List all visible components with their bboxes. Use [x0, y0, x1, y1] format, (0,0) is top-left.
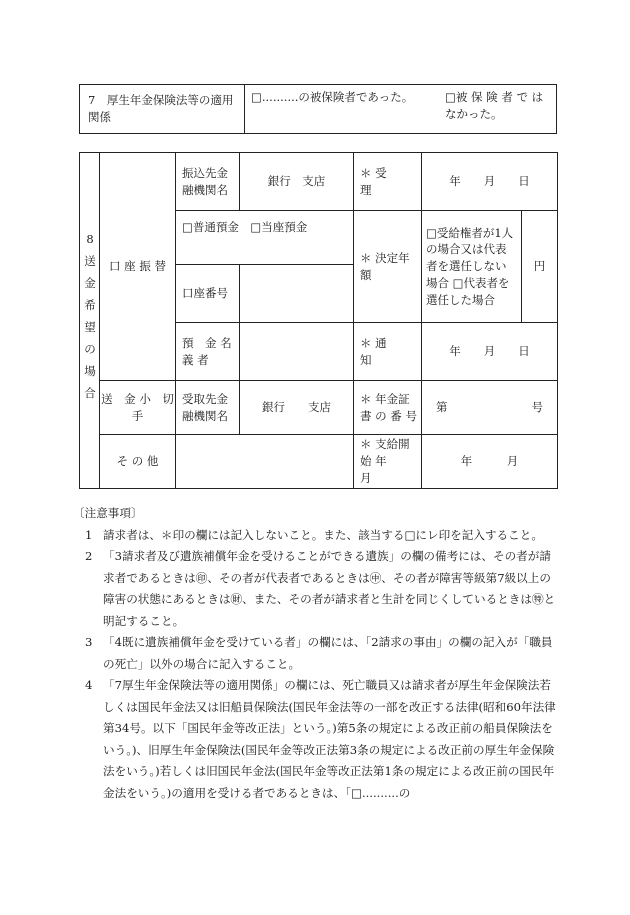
- section8-vertical-title: 8 送金希望の場合: [84, 232, 96, 400]
- account-transfer-label: 口 座 振 替: [100, 153, 176, 381]
- payment-start-date-field[interactable]: 年 月: [422, 435, 558, 489]
- note-number: 4: [85, 678, 93, 692]
- option-not-insured-checkbox[interactable]: □被 保 険 者 で は なかった。: [445, 90, 544, 121]
- depositor-name-field[interactable]: [240, 323, 354, 381]
- beneficiary-options[interactable]: □受給権者が1人の場合又は代表者を選任しない場合 □代表者を選任した場合: [422, 211, 522, 323]
- received-date-field[interactable]: 年 月 日: [422, 153, 558, 211]
- cert-no-suffix: 号: [531, 400, 543, 415]
- option-insured-checkbox[interactable]: □..........の被保険者であった。: [251, 90, 414, 104]
- yen-unit: 円: [522, 211, 558, 323]
- account-number-label: 口座番号: [176, 265, 240, 323]
- notes-heading: 〔注意事項〕: [73, 506, 143, 520]
- remittance-check-label: 送 金 小 切 手: [100, 381, 176, 435]
- receiving-bank-branch-field[interactable]: 銀行 支店: [240, 381, 354, 435]
- section7-label: 7 厚生年金保険法等の適用関係: [80, 85, 245, 134]
- note-number: 3: [85, 635, 93, 649]
- cert-no-prefix: 第: [436, 400, 448, 415]
- bank-name-label: 振込先金融機関名: [176, 153, 240, 211]
- other-field[interactable]: [176, 435, 354, 489]
- section7-options: [245, 85, 557, 134]
- receiving-bank-label: 受取先金融機関名: [176, 381, 240, 435]
- received-label: ＊ 受 理: [354, 153, 422, 211]
- note-item: [79, 675, 557, 804]
- bank-branch-field[interactable]: 銀行 支店: [240, 153, 354, 211]
- account-number-field[interactable]: [240, 265, 354, 323]
- notice-date-field[interactable]: 年 月 日: [422, 323, 558, 381]
- pension-cert-label: ＊ 年金証書 の 番 号: [354, 381, 422, 435]
- payment-start-label: ＊ 支給開始 年 月: [354, 435, 422, 489]
- note-item: [79, 525, 557, 547]
- note-text: 「7厚生年金保険法等の適用関係」の欄には、死亡職員又は請求者が厚生年金保険法若しくは国民年金法又は旧船員保険法(国民年金法等の一部を改正する法律(昭和60年法律第34号。以下「国民年金等改正法」という。)第5条の規定による改正前の船員保険法をいう。)、旧厚生年金保険法(国民年金等改正法第3条の規定による改正前の厚生年金保険法をいう。)若しくは旧国民年金法(国民年金等改正法第1条の規定による改正前の国民年金法をいう。)の適用を受ける者であるときは、「□..........の: [103, 678, 556, 800]
- section7-table: [79, 84, 557, 134]
- note-text: 「4既に遺族補償年金を受けている者」の欄には、「2請求の事由」の欄の記入が「職員の死亡」以外の場合に記入すること。: [103, 635, 553, 671]
- note-text: 「3請求者及び遺族補償年金を受けることができる遺族」の欄の備考には、その者が請求者であるときは㊞、その者が代表者であるときは㊥、その者が障害等級第7級以上の障害の状態にあるときは㊖、また、その者が請求者と生計を同じくしているときは㊕と明記すること。: [103, 549, 556, 628]
- note-item: [79, 546, 557, 632]
- cert-number-field[interactable]: [422, 381, 558, 435]
- note-number: 2: [85, 549, 93, 563]
- note-text: 請求者は、＊印の欄には記入しないこと。また、該当する□にレ印を記入すること。: [103, 527, 543, 542]
- other-label: そ の 他: [100, 435, 176, 489]
- note-item: [79, 632, 557, 675]
- decided-amount-label: ＊ 決定年額: [354, 211, 422, 323]
- note-number: 1: [85, 527, 93, 542]
- deposit-type-options[interactable]: □普通預金 □当座預金: [176, 211, 354, 265]
- notes-section: [73, 503, 557, 804]
- section8-table: [79, 152, 558, 489]
- notice-label: ＊ 通 知: [354, 323, 422, 381]
- depositor-name-label: 預 金 名 義 者: [176, 323, 240, 381]
